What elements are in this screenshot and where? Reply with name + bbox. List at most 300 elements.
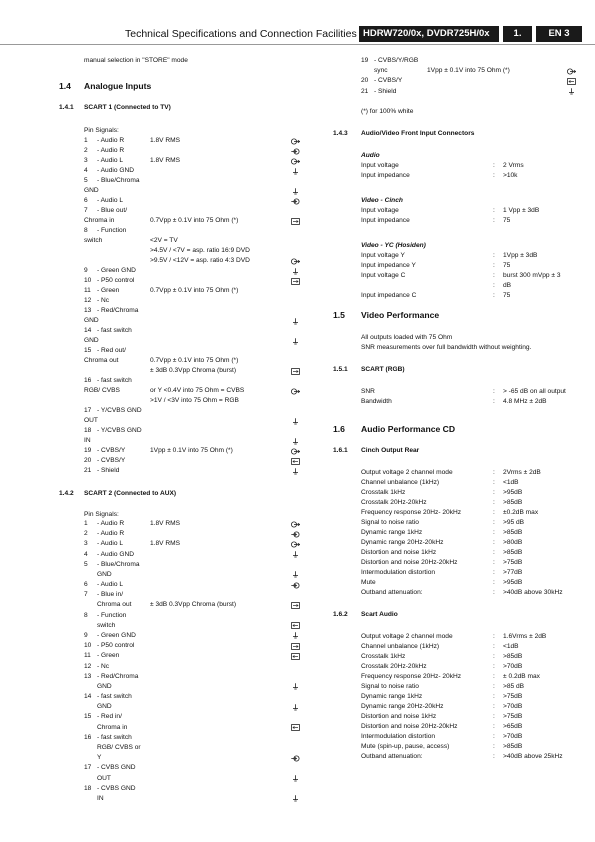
pin-number: 5 <box>84 560 88 568</box>
in-circle-icon <box>291 198 300 205</box>
section-title: Audio Performance CD <box>361 424 456 434</box>
ground-icon <box>291 438 300 445</box>
spec-value: >70dB <box>503 703 523 710</box>
spec-label: Distortion and noise 1kHz <box>361 713 437 720</box>
spec-value: >40dB above 30kHz <box>503 589 563 596</box>
pin-spec: 1.8V RMS <box>150 520 181 527</box>
spec-label: Dynamic range 1kHz <box>361 529 423 536</box>
spec-label: Output voltage 2 channel mode <box>361 633 453 640</box>
ground-icon <box>291 338 300 345</box>
pin-number: 20 <box>84 457 92 464</box>
spec-label: Dynamic range 20Hz-20kHz <box>361 703 444 710</box>
pin-number: 21 <box>84 467 92 474</box>
pin-signal: - Nc <box>97 662 110 670</box>
pin-signal: GND <box>97 682 112 690</box>
model-badge: HDRW720/0x, DVDR725H/0x <box>359 26 499 42</box>
pin-number: 19 <box>361 57 369 64</box>
pin-signal: - CVBS GND <box>97 764 136 772</box>
pin-number: 14 <box>84 327 92 334</box>
subsection-number: 1.5.1 <box>333 366 348 373</box>
spec-colon: : <box>493 509 495 516</box>
section-number: 1.4 <box>59 81 71 91</box>
pin-number: 19 <box>84 447 92 454</box>
pin-spec: >9.5V / <12V = asp. ratio 4:3 DVD <box>150 257 250 264</box>
spec-label: Distortion and noise 20Hz-20kHz <box>361 559 458 566</box>
spec-value: >85dB <box>503 529 523 536</box>
spec-label: Dynamic range 1kHz <box>361 693 423 700</box>
spec-colon: : <box>493 723 495 730</box>
pin-number: switch <box>84 237 103 244</box>
out-arrow-icon <box>291 448 300 455</box>
pin-number: 8 <box>84 227 88 234</box>
pin-number: 3 <box>84 540 88 548</box>
spec-value: >75dB <box>503 559 523 566</box>
box-in-icon <box>291 724 300 731</box>
ground-icon <box>291 468 300 475</box>
out-arrow-icon <box>291 521 300 528</box>
in-circle-icon <box>291 148 300 155</box>
pin-number: 7 <box>84 207 88 214</box>
spec-colon: : <box>493 262 495 269</box>
intro-text: manual selection in "STORE" mode <box>84 57 188 64</box>
in-circle-icon <box>291 531 300 538</box>
pin-signal: - Y/CVBS GND <box>97 407 142 414</box>
pin-number: 11 <box>84 287 91 294</box>
spec-label: Crosstalk 20Hz-20kHz <box>361 499 427 506</box>
pin-number: 9 <box>84 631 88 639</box>
spec-value: >85dB <box>503 549 523 556</box>
spec-label: Outband attenuation: <box>361 753 423 760</box>
spec-value: >70dB <box>503 733 523 740</box>
out-arrow-icon <box>291 158 300 165</box>
spec-value: <1dB <box>503 479 519 486</box>
spec-colon: : <box>493 643 495 650</box>
spec-colon: : <box>493 292 495 299</box>
pin-number: GND <box>84 337 99 344</box>
spec-value: >85dB <box>503 499 523 506</box>
subsection-number: 1.4.1 <box>59 104 74 111</box>
pin-signal: - Green GND <box>97 631 136 639</box>
spec-label: Input voltage <box>361 162 399 169</box>
pin-signal: - Audio GND <box>97 167 135 174</box>
ground-icon <box>291 775 300 782</box>
spec-colon: : <box>493 549 495 556</box>
spec-colon: : <box>493 469 495 476</box>
pin-number: 13 <box>84 307 92 314</box>
spec-label: Input impedance <box>361 172 410 179</box>
paragraph: All outputs loaded with 75 Ohm <box>361 334 453 341</box>
pin-spec: or Y <0.4V into 75 Ohm = CVBS <box>150 387 245 394</box>
pin-spec: ± 3dB 0.3Vpp Chroma (burst) <box>150 367 237 374</box>
group-heading: Audio <box>361 152 380 159</box>
pin-number: 10 <box>84 277 92 284</box>
pin-number: RGB/ CVBS <box>84 387 120 394</box>
header-rule <box>0 44 595 45</box>
section-title: Video Performance <box>361 310 440 320</box>
spec-value: 75 <box>503 292 511 299</box>
pin-signal: - CVBS/Y <box>97 457 126 464</box>
pin-signal: - Green <box>97 652 120 660</box>
pin-number: GND <box>84 187 99 194</box>
spec-colon: : <box>493 529 495 536</box>
pin-spec: >4.5V / <7V = asp. ratio 16:9 DVD <box>150 247 250 254</box>
out-arrow-icon <box>291 388 300 395</box>
spec-colon: : <box>493 272 495 279</box>
spec-value: 1Vpp ± 3dB <box>503 252 538 259</box>
pin-signal: switch <box>97 621 116 629</box>
pin-number: 17 <box>84 764 92 772</box>
in-circle-icon <box>291 755 300 762</box>
spec-colon: : <box>493 479 495 486</box>
pin-spec: >1V / <3V into 75 Ohm = RGB <box>150 397 239 404</box>
spec-value: >95 dB <box>503 519 525 526</box>
pin-spec: 1.8V RMS <box>150 157 181 164</box>
pin-number: 16 <box>84 733 92 741</box>
pin-number: 4 <box>84 550 88 558</box>
box-out-icon <box>291 368 300 375</box>
pin-number: 1 <box>84 137 88 144</box>
page-header-title: Technical Specifications and Connection Facilities <box>125 28 357 40</box>
pin-signal: - Audio GND <box>97 550 135 558</box>
pin-spec: 1.8V RMS <box>150 137 181 144</box>
spec-colon: : <box>493 398 495 405</box>
spec-label: Distortion and noise 20Hz-20kHz <box>361 723 458 730</box>
spec-colon: : <box>493 693 495 700</box>
ground-icon <box>291 551 300 558</box>
pin-signal: - Shield <box>374 87 397 95</box>
spec-label: Crosstalk 1kHz <box>361 653 406 660</box>
spec-label: Input impedance <box>361 217 410 224</box>
spec-value: <1dB <box>503 643 519 650</box>
subsection-title: SCART 1 (Connected to TV) <box>84 104 171 111</box>
spec-label: SNR <box>361 388 375 395</box>
spec-label: Input voltage C <box>361 272 406 279</box>
subsection-title: Cinch Output Rear <box>361 447 420 454</box>
pin-signal: - Blue/Chroma <box>97 560 140 568</box>
pin-number: 2 <box>84 147 88 154</box>
pin-number: 14 <box>84 693 92 701</box>
pin-signal: - Audio R <box>97 520 125 527</box>
subsection-title: Audio/Video Front Input Connectors <box>361 130 475 137</box>
spec-colon: : <box>493 217 495 224</box>
spec-colon: : <box>493 569 495 576</box>
pin-number: 21 <box>361 87 369 95</box>
spec-value: >85 dB <box>503 683 525 690</box>
pin-number: 20 <box>361 77 369 85</box>
out-arrow-icon <box>291 138 300 145</box>
chapter-badge: 1. <box>503 26 532 42</box>
group-heading: Video - Cinch <box>361 197 403 204</box>
ground-icon <box>291 188 300 195</box>
out-arrow-icon <box>291 258 300 265</box>
pin-signal: - Red/Chroma <box>97 307 139 314</box>
pin-signal: - Green <box>97 287 120 294</box>
pin-number: 12 <box>84 297 92 304</box>
box-in-icon <box>567 78 576 85</box>
in-circle-icon <box>291 582 300 589</box>
subsection-title: SCART (RGB) <box>361 366 405 373</box>
pin-number: 2 <box>84 530 88 538</box>
pin-number: 15 <box>84 347 92 354</box>
ground-icon <box>567 88 576 95</box>
pin-signal: - Audio L <box>97 540 124 548</box>
box-in-icon <box>291 622 300 629</box>
spec-colon: : <box>493 388 495 395</box>
pin-signal: GND <box>97 703 112 711</box>
pin-number: 11 <box>84 652 91 660</box>
spec-value: > -65 dB on all output <box>503 388 566 395</box>
pin-signal: - CVBS/Y <box>97 447 126 454</box>
pin-signal: GND <box>97 570 112 578</box>
pin-signal: - Audio R <box>97 147 125 154</box>
pin-spec: 0.7Vpp ± 0.1V into 75 Ohm (*) <box>150 357 239 364</box>
spec-colon: : <box>493 519 495 526</box>
pin-signals-label: Pin Signals: <box>84 511 119 518</box>
pin-signal: - Nc <box>97 297 110 304</box>
box-out-icon <box>291 218 300 225</box>
ground-icon <box>291 168 300 175</box>
pin-signal: - CVBS/Y/RGB <box>374 57 419 64</box>
spec-value: >95dB <box>503 579 523 586</box>
ground-icon <box>291 268 300 275</box>
spec-value: ± 0.2dB max <box>503 673 540 680</box>
spec-value: >75dB <box>503 693 523 700</box>
spec-label: Bandwidth <box>361 398 392 405</box>
spec-label: Dynamic range 20Hz-20kHz <box>361 539 444 546</box>
subsection-number: 1.4.3 <box>333 130 348 137</box>
spec-colon: : <box>493 703 495 710</box>
pin-spec: 0.7Vpp ± 0.1V into 75 Ohm (*) <box>150 287 239 294</box>
spec-label: Signal to noise ratio <box>361 519 419 526</box>
spec-label: Crosstalk 20Hz-20kHz <box>361 663 427 670</box>
spec-label: Input impedance C <box>361 292 417 299</box>
pin-spec: 1.8V RMS <box>150 540 181 548</box>
subsection-number: 1.6.1 <box>333 447 348 454</box>
spec-value: 4.8 MHz ± 2dB <box>503 398 547 405</box>
spec-colon: : <box>493 252 495 259</box>
pin-number: 8 <box>84 611 88 619</box>
ground-icon <box>291 418 300 425</box>
pin-number: GND <box>84 317 99 324</box>
pin-signal: - Blue/Chroma <box>97 177 140 184</box>
pin-number: 6 <box>84 197 88 204</box>
section-title: Analogue Inputs <box>84 81 152 91</box>
paragraph: SNR measurements over full bandwidth without weighting. <box>361 344 532 351</box>
pin-signal: - fast switch <box>97 733 132 741</box>
section-number: 1.5 <box>333 310 345 320</box>
spec-value: >85dB <box>503 743 523 750</box>
pin-number: 9 <box>84 267 88 274</box>
pin-signal: OUT <box>97 774 111 782</box>
box-out-icon <box>291 602 300 609</box>
spec-colon: : <box>493 673 495 680</box>
pin-signal: RGB/ CVBS or <box>97 743 141 751</box>
subsection-title: Scart Audio <box>361 611 398 618</box>
box-in-icon <box>291 653 300 660</box>
ground-icon <box>291 795 300 802</box>
pin-number: 10 <box>84 642 92 650</box>
pin-signal: - Green GND <box>97 267 136 274</box>
spec-colon: : <box>493 579 495 586</box>
pin-number: 3 <box>84 157 88 164</box>
spec-value: 75 <box>503 262 511 269</box>
pin-number: 18 <box>84 427 92 434</box>
pin-number: Chroma in <box>84 217 115 224</box>
spec-label: Mute (spin-up, pause, access) <box>361 743 450 750</box>
spec-colon: : <box>493 499 495 506</box>
spec-colon: : <box>493 172 495 179</box>
pin-signals-label: Pin Signals: <box>84 127 119 134</box>
spec-colon: : <box>493 282 495 289</box>
pin-signal: - Audio L <box>97 197 124 204</box>
spec-label: Input impedance Y <box>361 262 416 269</box>
spec-value: >77dB <box>503 569 523 576</box>
spec-colon: : <box>493 653 495 660</box>
pin-number: 12 <box>84 662 92 670</box>
subsection-title: SCART 2 (Connected to AUX) <box>84 490 177 497</box>
pin-signal: sync <box>374 67 388 75</box>
spec-colon: : <box>493 162 495 169</box>
spec-value: ±0.2dB max <box>503 509 539 516</box>
pin-signal: - Function <box>97 227 127 234</box>
spec-colon: : <box>493 743 495 750</box>
spec-value: >10k <box>503 172 518 179</box>
section-number: 1.6 <box>333 424 345 434</box>
spec-value: >75dB <box>503 713 523 720</box>
spec-colon: : <box>493 489 495 496</box>
pin-spec: ± 3dB 0.3Vpp Chroma (burst) <box>150 601 237 609</box>
box-in-icon <box>291 458 300 465</box>
spec-value: >85dB <box>503 653 523 660</box>
pin-signal: IN <box>97 794 104 802</box>
pin-signal: - Blue in/ <box>97 591 124 599</box>
pin-number: 4 <box>84 167 88 174</box>
group-heading: Video - YC (Hosiden) <box>361 242 426 249</box>
pin-signal: - Y/CVBS GND <box>97 427 142 434</box>
spec-label: Channel unbalance (1kHz) <box>361 479 440 486</box>
spec-label: Input voltage Y <box>361 252 405 259</box>
spec-colon: : <box>493 207 495 214</box>
pin-signal: - CVBS GND <box>97 784 136 792</box>
page-number-badge: EN 3 <box>536 26 582 42</box>
pin-number: 13 <box>84 672 92 680</box>
pin-number: 17 <box>84 407 92 414</box>
pin-signal: - Audio L <box>97 581 124 589</box>
pin-signal: - Shield <box>97 467 120 474</box>
footnote: (*) for 100% white <box>361 108 414 115</box>
spec-label: Intermodulation distortion <box>361 733 436 740</box>
box-out-icon <box>291 643 300 650</box>
pin-signal: - fast switch <box>97 693 132 701</box>
out-arrow-icon <box>291 541 300 548</box>
pin-signal: - Red in/ <box>97 713 122 721</box>
pin-signal: Chroma out <box>97 601 132 609</box>
spec-colon: : <box>493 753 495 760</box>
pin-number: Chroma out <box>84 357 119 364</box>
spec-colon: : <box>493 559 495 566</box>
spec-value: burst 300 mVpp ± 3 <box>503 272 561 279</box>
pin-spec: 0.7Vpp ± 0.1V into 75 Ohm (*) <box>150 217 239 224</box>
pin-spec: 1Vpp ± 0.1V into 75 Ohm (*) <box>150 447 233 454</box>
spec-colon: : <box>493 663 495 670</box>
ground-icon <box>291 318 300 325</box>
subsection-number: 1.4.2 <box>59 490 74 497</box>
spec-value: dB <box>503 282 512 289</box>
spec-label: Signal to noise ratio <box>361 683 419 690</box>
spec-value: >70dB <box>503 663 523 670</box>
spec-colon: : <box>493 713 495 720</box>
out-arrow-icon <box>567 68 576 75</box>
spec-label: Frequency response 20Hz- 20kHz <box>361 673 462 680</box>
ground-icon <box>291 632 300 639</box>
pin-number: 6 <box>84 581 88 589</box>
spec-value: 2Vrms ± 2dB <box>503 469 541 476</box>
pin-number: OUT <box>84 417 98 424</box>
spec-colon: : <box>493 733 495 740</box>
pin-spec: <2V = TV <box>150 237 178 244</box>
spec-label: Frequency response 20Hz- 20kHz <box>361 509 462 516</box>
pin-signal: - Red/Chroma <box>97 672 139 680</box>
spec-label: Output voltage 2 channel mode <box>361 469 453 476</box>
spec-colon: : <box>493 589 495 596</box>
pin-signal: - Audio R <box>97 530 125 538</box>
pin-number: 7 <box>84 591 88 599</box>
spec-value: 1.6Vrms ± 2dB <box>503 633 547 640</box>
ground-icon <box>291 704 300 711</box>
spec-value: >40dB above 25kHz <box>503 753 563 760</box>
pin-signal: - Audio R <box>97 137 125 144</box>
pin-number: 15 <box>84 713 92 721</box>
pin-signal: - Audio L <box>97 157 124 164</box>
pin-signal: - fast switch <box>97 327 132 334</box>
spec-value: >80dB <box>503 539 523 546</box>
spec-label: Input voltage <box>361 207 399 214</box>
spec-colon: : <box>493 683 495 690</box>
ground-icon <box>291 683 300 690</box>
pin-signal: - Blue out/ <box>97 207 128 214</box>
pin-signal: - Function <box>97 611 127 619</box>
spec-label: Outband attenuation: <box>361 589 423 596</box>
box-out-icon <box>291 278 300 285</box>
spec-label: Mute <box>361 579 376 586</box>
subsection-number: 1.6.2 <box>333 611 348 618</box>
pin-number: 16 <box>84 377 92 384</box>
pin-signal: - CVBS/Y <box>374 77 403 85</box>
pin-signal: - fast switch <box>97 377 132 384</box>
ground-icon <box>291 571 300 578</box>
spec-label: Intermodulation distortion <box>361 569 436 576</box>
pin-signal: - Red out/ <box>97 347 126 354</box>
pin-spec: 1Vpp ± 0.1V into 75 Ohm (*) <box>427 67 510 75</box>
pin-number: 18 <box>84 784 92 792</box>
spec-label: Crosstalk 1kHz <box>361 489 406 496</box>
spec-value: >95dB <box>503 489 523 496</box>
spec-value: 75 <box>503 217 511 224</box>
pin-signal: - P50 control <box>97 642 135 650</box>
pin-number: 5 <box>84 177 88 184</box>
pin-signal: - P50 control <box>97 277 135 284</box>
pin-signal: Y <box>97 754 102 762</box>
pin-number: 1 <box>84 520 88 527</box>
spec-colon: : <box>493 633 495 640</box>
spec-colon: : <box>493 539 495 546</box>
spec-label: Channel unbalance (1kHz) <box>361 643 440 650</box>
spec-value: 1 Vpp ± 3dB <box>503 207 540 214</box>
spec-value: >65dB <box>503 723 523 730</box>
pin-number: IN <box>84 437 91 444</box>
spec-value: 2 Vrms <box>503 162 524 169</box>
pin-signal: Chroma in <box>97 723 128 731</box>
